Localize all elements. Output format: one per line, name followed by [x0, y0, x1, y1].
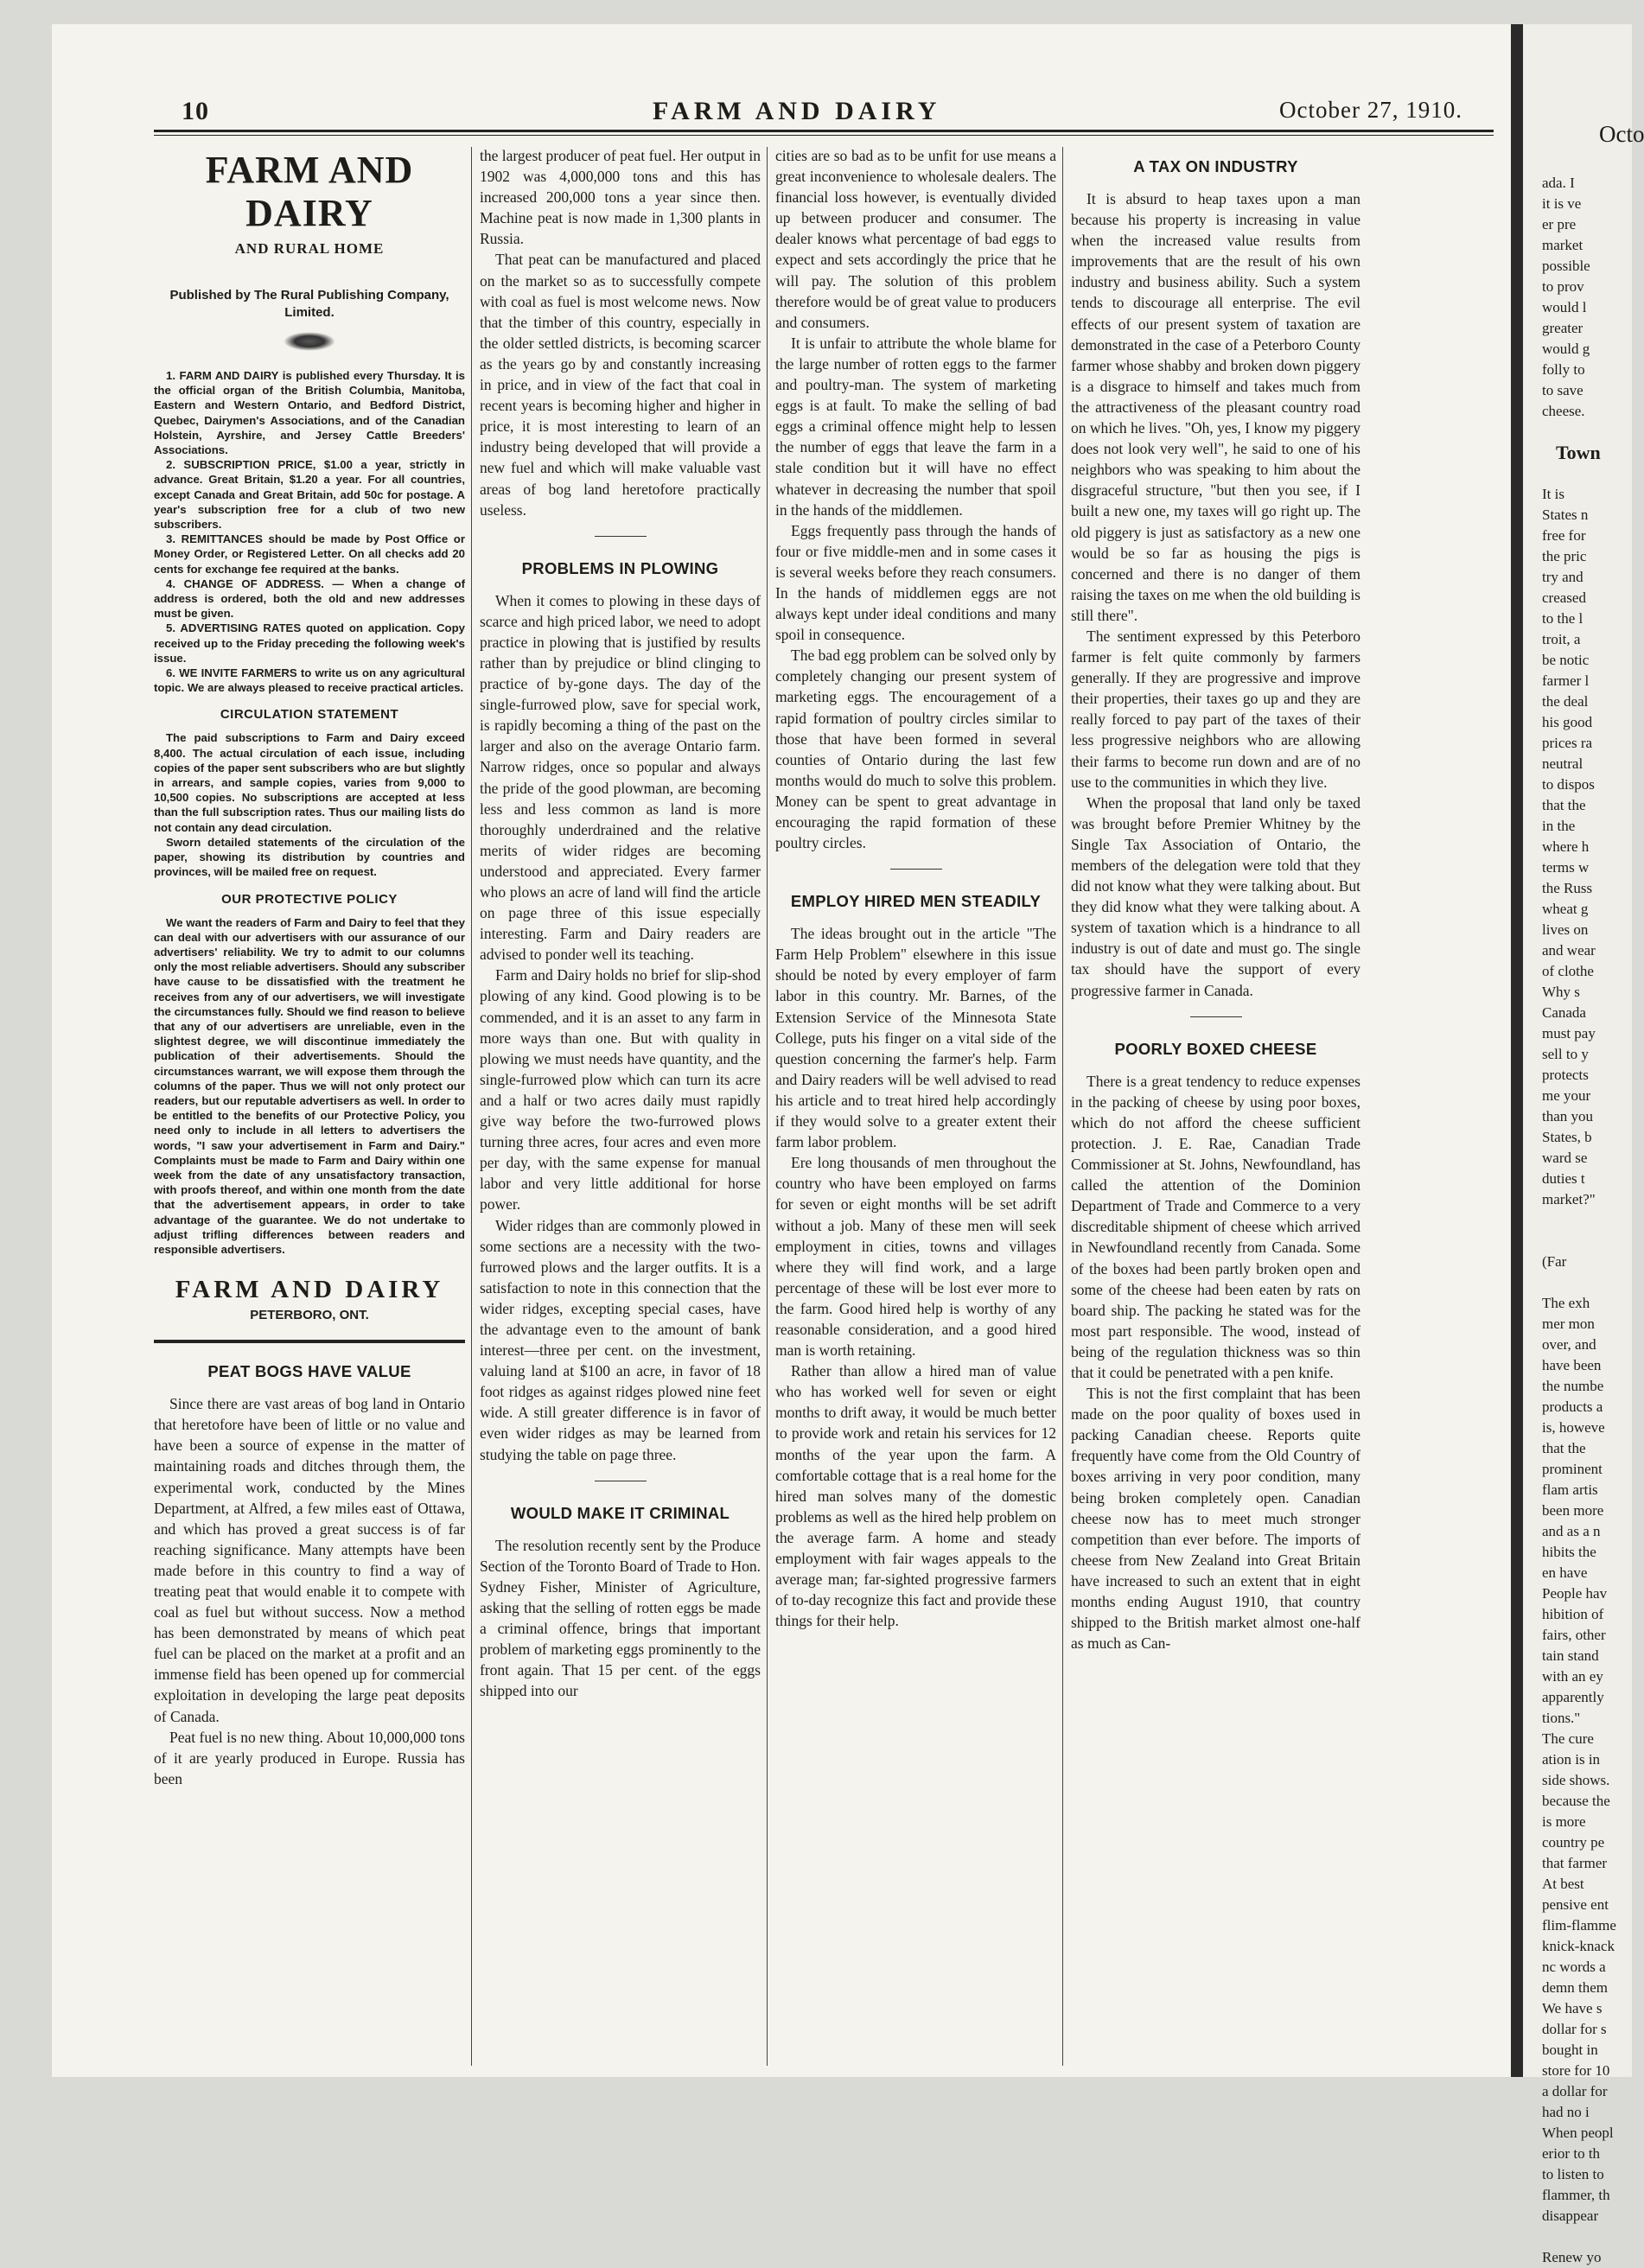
column-3 — [775, 145, 1056, 2073]
article-paragraph: This is not the first complaint that has been made on the poor quality of boxes used in packing Canadian cheese. Reports quite frequently have come from the Old Country of boxes arriving in very poor condition, many being broken completely open. Canadian cheese now has to meet much stronger competition than ever before. The imports of cheese from New Zealand into Great Britain have increased to such an extent that in eight months ending August 1910, that country shipped to the British market almost one-half as much as Can- — [1071, 1385, 1360, 1653]
next-page-line: erior to th — [1542, 2145, 1601, 2162]
next-page-line: bought in — [1542, 2042, 1598, 2058]
next-page-line: sell to y — [1542, 1046, 1589, 1062]
article-paragraph: The resolution recently sent by the Produce Section of the Toronto Board of Trade to Hon. Sydney Fisher, Minister of Agriculture, asking that the selling of rotten eggs be made a criminal offence, brings that important problem of marketing eggs prominently to the front again. That 15 per cent. of the eggs shipped into our — [480, 1536, 761, 1700]
next-page-line: fairs, other — [1542, 1627, 1606, 1643]
page-gutter — [1511, 24, 1523, 2077]
next-page-line: farmer l — [1542, 672, 1590, 689]
article-paragraph: Rather than allow a hired man of value who has worked well for seven or eight months to drift away, it would be much better to provide work and retain his services for 12 months of the year upon the farm. A comfortable cottage that is a real home for the hired man solves many of the domestic problems as well as the hired help problem on the average farm. A home and steady employment with fair wages appeals to the average man; far-sighted progressive farmers of to-day recognize this fact and provide these things for their help. — [775, 1362, 1056, 1630]
next-page-line: that the — [1542, 797, 1586, 813]
next-page-line: try and — [1542, 569, 1583, 585]
article-paragraph: That peat can be manufactured and placed on the market so as to successfully compete with coal as fuel is most welcome news. Now that the timber of this country, especially in the older settled districts, is becoming scarcer as the years go by and constantly increasing in price, and in view of the fact that coal in recent years is becoming higher and higher in price, it is most interesting to learn of an industry being developed that will provide a new fuel and which will make valuable vast areas of bog land heretofore practically useless. — [480, 251, 761, 519]
next-page-line: prominent — [1542, 1461, 1603, 1477]
next-page-line: his good — [1542, 714, 1593, 730]
article-paragraph: cities are so bad as to be unfit for use means a great inconvenience to wholesale dealers. The financial loss however, is eventually divided up between producer and consumer. The dealer knows what percentage of bad eggs to expect and sets accordingly the price that he will pay. The solution of this problem therefore would be of great value to producers and consumers. — [775, 147, 1056, 331]
next-page-line: market — [1542, 237, 1583, 253]
notice-item: 1. FARM AND DAIRY is published every Thursday. It is the official organ of the British Columbia, Manitoba, Eastern and Western Ontario, and Bedford District, Quebec, Dairymen's Associations, and of the Canadian Holstein, Ayrshire, and Jersey Cattle Breeders' Associations. — [154, 369, 465, 457]
next-page-line: neutral — [1542, 755, 1583, 772]
next-page-line: be notic — [1542, 652, 1590, 668]
next-page-line: is, howeve — [1542, 1419, 1605, 1436]
article-paragraph: It is unfair to attribute the whole blame for the large number of rotten eggs to the farmer and poultry-man. The system of marketing eggs is at fault. To make the selling of bad eggs a criminal offence might help to lessen the number of eggs that leave the farm in a stale condition but it will have no effect whatever in decreasing the number that spoil in the hands of the middlemen. — [775, 334, 1056, 519]
next-page-line: wheat g — [1542, 901, 1589, 917]
next-page-line: and as a n — [1542, 1523, 1601, 1539]
headline-tax: A TAX ON INDUSTRY — [1133, 157, 1298, 175]
next-page-line: that farmer — [1542, 1855, 1608, 1871]
next-page-line: pensive ent — [1542, 1896, 1609, 1913]
next-page-line: greater — [1542, 320, 1583, 336]
circulation-statement — [154, 730, 465, 879]
article-paragraph: Wider ridges than are commonly plowed in some sections are a necessity with the two-furrowed plows and the larger outfits. It is a satisfaction to note in this connection that the wider ridges, excepting special cases, have the advantage even to the amount of bank interest—three per cent. on the investment, valuing land at $100 an acre, in favor of 18 foot ridges as against ridges plowed nine feet wide. A still greater difference is in favor of even wider ridges as may be learned from studying the table on page three. — [480, 1216, 761, 1463]
next-page-line: is more — [1542, 1813, 1586, 1830]
column-1 — [154, 145, 465, 2073]
next-page-line: flim-flamme — [1542, 1917, 1616, 1934]
next-page-line — [1542, 422, 1616, 443]
next-page-line: and wear — [1542, 942, 1596, 959]
next-page-line: in the — [1542, 818, 1576, 834]
notice-item: 4. CHANGE OF ADDRESS. — When a change of address is ordered, both the old and new addresses must be given. — [154, 577, 465, 621]
circulation-heading: CIRCULATION STATEMENT — [220, 707, 399, 723]
next-page-line: free for — [1542, 527, 1586, 544]
article-separator — [595, 536, 647, 537]
next-page-line: The exh — [1542, 1295, 1590, 1311]
next-page-line: Why s — [1542, 984, 1580, 1000]
next-page-line: prices ra — [1542, 735, 1593, 751]
next-page-line: Renew yo — [1542, 2249, 1602, 2265]
next-page-line: where h — [1542, 838, 1590, 855]
next-page-line: mer mon — [1542, 1316, 1595, 1332]
next-page-line — [1542, 1231, 1616, 1252]
headline-peat: PEAT BOGS HAVE VALUE — [207, 1362, 411, 1381]
next-page-line: (Far — [1542, 1253, 1567, 1270]
next-page-line: At best — [1542, 1876, 1584, 1892]
headline-criminal: WOULD MAKE IT CRIMINAL — [510, 1503, 730, 1522]
next-page-line: dollar for s — [1542, 2021, 1607, 2037]
next-page-line: it is ve — [1542, 195, 1582, 212]
page-number: 10 — [182, 97, 209, 125]
next-page-line: creased — [1542, 589, 1586, 606]
next-page-line: because the — [1542, 1793, 1610, 1809]
next-page-line: terms w — [1542, 859, 1590, 876]
article-separator — [890, 869, 942, 870]
next-page-line: market?" — [1542, 1191, 1596, 1207]
notices — [154, 368, 465, 695]
next-page-line: ada. I — [1542, 175, 1575, 191]
article-paragraph: Farm and Dairy holds no brief for slip-shod plowing of any kind. Good plowing is to be commended, and it is an asset to any farm in more ways than one. But with quality in plowing we must needs have quantity, and the single-furrowed plow which can turn its acre and a half or two acres daily must rapidly give way before the two-furrowed plows turning three acres, four acres and even more per day, with the same expense for manual labor and very little additional for horse power. — [480, 966, 761, 1214]
article-paragraph: When it comes to plowing in these days of scarce and high priced labor, we need to adopt practice in plowing that is justified by results rather than by prejudice or blind clinging to practice of by-gone days. The day of the single-furrowed plow, save for special work, is rapidly becoming a thing of the past on the larger and also on the average Ontario farm. Narrow ridges, once so popular and always the pride of the good plowman, are becoming less and less common as land is more thoroughly underdrained and the relative merits of wider ridges are becoming understood and appreciated. Every farmer who plows an acre of land will find the article on page three of this issue especially interesting. Farm and Dairy readers are advised to ponder well its teaching. — [480, 591, 761, 964]
next-page-edge — [1523, 24, 1644, 2265]
article-paragraph: There is a great tendency to reduce expenses in the packing of cheese by using poor boxes, which do not afford the cheese sufficient protection. J. E. Rae, Canadian Trade Commissioner at St. Johns, Newfoundland, has called the attention of the Dominion Department of Trade and Commerce to a very discreditable shipment of cheese which arrived in Newfoundland recently from Canada. Some of the boxes had been partly broken open and some of the cheese had been eaten by rats on board ship. The packing he stated was for the most part responsible. The wood, instead of being of the regulation thickness was so thin that it could be penetrated with a pen knife. — [1071, 1072, 1360, 1381]
circulation-paragraph: The paid subscriptions to Farm and Dairy exceed 8,400. The actual circulation of each issue, including copies of the paper sent subscribers who are but slightly in arrears, and sample copies, varies from 9,000 to 10,500 copies. No subscriptions are accepted at less than the full subscription rates. Thus our mailing lists do not contain any dead circulation. — [154, 731, 465, 834]
next-page-line: side shows. — [1542, 1772, 1610, 1788]
policy-heading: OUR PROTECTIVE POLICY — [221, 891, 398, 907]
next-page-line: been more — [1542, 1502, 1604, 1519]
next-page-line: disappear — [1542, 2207, 1599, 2224]
next-page-line: protects — [1542, 1067, 1589, 1083]
next-page-line: would g — [1542, 341, 1590, 357]
notice-item: 6. WE INVITE FARMERS to write us on any agricultural topic. We are always pleased to receive practical articles. — [154, 666, 465, 695]
next-page-line: possible — [1542, 258, 1590, 274]
article-paragraph: Peat fuel is no new thing. About 10,000,000 tons of it are yearly produced in Europe. Russia has been — [154, 1728, 465, 1787]
next-page-line: People hav — [1542, 1585, 1608, 1602]
next-page-line: The cure — [1542, 1730, 1594, 1747]
column-divider — [767, 147, 768, 2066]
circulation-paragraph: Sworn detailed statements of the circulation of the paper, showing its distribution by countries and provinces, will be mailed free on request. — [154, 835, 465, 879]
article-paragraph: the largest producer of peat fuel. Her output in 1902 was 4,000,000 tons and this has increased 200,000 tons a year since then. Machine peat is now made in 1,300 plants in Russia. — [480, 147, 761, 248]
next-page-line: to dispos — [1542, 776, 1595, 793]
next-page-line: States, b — [1542, 1129, 1592, 1145]
next-page-line: the deal — [1542, 693, 1589, 710]
next-page-line: would l — [1542, 299, 1587, 315]
masthead-footer-place: PETERBORO, ONT. — [250, 1308, 369, 1323]
next-page-line: ward se — [1542, 1150, 1588, 1166]
next-page-line: of clothe — [1542, 963, 1594, 979]
article-separator — [1190, 1016, 1242, 1017]
headline-plowing: PROBLEMS IN PLOWING — [521, 558, 719, 577]
next-page-line: to prov — [1542, 278, 1584, 295]
article-paragraph: Since there are vast areas of bog land in Ontario that heretofore have been of little or no value and have been a source of expense in the matter of maintaining roads and ditches through them, the experimental work, conducted by the Mines Department, at Alfred, a few miles east of Ottawa, and which has proved a great success is of far reaching significance. Many attempts have been made before in this country to find a way of treating peat that would enable it to compete with coal as fuel but without success. Now a method has been demonstrated by means of which peat fuel can be placed on the market at a profit and an immense field has been opened up for commercial exploitation in developing the large peat deposits of Canada. — [154, 1395, 465, 1725]
notice-item: 5. ADVERTISING RATES quoted on application. Copy received up to the Friday preceding the following week's issue. — [154, 621, 465, 665]
column-divider — [471, 147, 472, 2066]
next-page-line: to the l — [1542, 610, 1583, 627]
next-page-line — [1542, 1210, 1616, 1231]
next-page-line: cheese. — [1542, 403, 1585, 419]
notice-item: 3. REMITTANCES should be made by Post Office or Money Order, or Registered Letter. On all checks add 20 cents for exchange fee required at the banks. — [154, 532, 465, 576]
next-page-line: It is — [1542, 486, 1564, 502]
ornament-icon — [284, 332, 335, 351]
issue-date: October 27, 1910. — [1279, 97, 1462, 123]
next-page-line: States n — [1542, 506, 1589, 523]
article-paragraph: It is absurd to heap taxes upon a man because his property is increasing in value when the increased value results from improvements that are the result of his own industry and business ability. Such a system tends to discourage all enterprise. The evil effects of our present system of taxation are demonstrated in the case of a Peterboro County farmer whose shabby and broken down piggery is a disgrace to himself and takes much from the attractiveness of the pleasant country road on which he lives. "Oh, yes, I know my piggery does not look very well", he said to one of his neighbors who was speaking to him about the disgraceful structure, "but then you see, if I built a new one, my taxes will go right up. The old piggery is just as satisfactory as a new one would be so far as housing the pigs is concerned and there is no danger of them raising the taxes on me when the old building is still there". — [1071, 190, 1360, 624]
article-paragraph: When the proposal that land only be taxed was brought before Premier Whitney by the Single Tax Association of Ontario, the members of the delegation were told that they did not know what they were talking about. But they did know what they were talking about. A system of taxation which is a hindrance to all industry is out of date and must go. The single tax should have the support of every progressive farmer in Canada. — [1071, 793, 1360, 999]
next-page-line: tions." — [1542, 1710, 1581, 1726]
next-page-line: en have — [1542, 1564, 1588, 1581]
header-rule — [154, 130, 1494, 136]
column-divider — [1062, 147, 1063, 2066]
next-page-line: must pay — [1542, 1025, 1596, 1042]
next-page-line: that the — [1542, 1440, 1586, 1456]
next-page-line: lives on — [1542, 921, 1589, 938]
article-paragraph: The sentiment expressed by this Peterboro farmer is felt quite commonly by farmers generally. If they are progressive and improve their properties, their taxes go up and they are really forced to pay part of the taxes of their less progressive neighbors who are allowing their farms to become run down and are of no use to the communities in which they live. — [1071, 627, 1360, 791]
next-page-line: duties t — [1542, 1170, 1585, 1187]
publisher-line: Published by The Rural Publishing Company, Limited. — [169, 288, 449, 320]
next-page-line: er pre — [1542, 216, 1577, 233]
next-page-line: to listen to — [1542, 2166, 1604, 2182]
next-page-line: over, and — [1542, 1336, 1596, 1353]
article-paragraph: Ere long thousands of men throughout the country who have been employed on farms for seven or eight months will be set adrift without a job. Many of these men will seek employment in cities, towns and villages where they will find work, and a large percentage of these will be lost ever more to the farm. Good hired help is worthy of any reasonable consideration, and a good hired man is worth retaining. — [775, 1154, 1056, 1360]
column-2 — [480, 145, 761, 2073]
next-page-header: Octo — [1599, 121, 1644, 147]
next-page-line: store for 10 — [1542, 2062, 1610, 2079]
next-page-line: hibits the — [1542, 1544, 1596, 1560]
next-page-line — [1542, 2227, 1616, 2247]
next-page-line: nc words a — [1542, 1959, 1606, 1975]
section-rule — [154, 1340, 465, 1343]
next-page-line — [1542, 463, 1616, 484]
article-paragraph: The ideas brought out in the article "The Farm Help Problem" elsewhere in this issue should be noted by every employer of farm labor in this country. Mr. Barnes, of the Extension Service of the Minnesota State College, puts his finger on a vital side of the question concerning the farmer's help. Farm and Dairy readers will be well advised to read his article and to treat hired help accordingly if they would solve to a greater extent their farm labor problem. — [775, 925, 1056, 1151]
next-page-line: country pe — [1542, 1834, 1605, 1851]
masthead-subtitle: AND RURAL HOME — [234, 240, 385, 257]
next-page-line: troit, a — [1542, 631, 1581, 647]
next-page-line: have been — [1542, 1357, 1602, 1373]
next-page-line: products a — [1542, 1398, 1603, 1415]
next-page-line: apparently — [1542, 1689, 1604, 1705]
next-page-line: We have s — [1542, 2000, 1603, 2016]
article-paragraph: Eggs frequently pass through the hands of four or five middle-men and in some cases it is several weeks before they reach consumers. In the hands of middlemen eggs are not always kept under ideal conditions and many spoil in consequence. — [775, 521, 1056, 644]
next-page-line: When peopl — [1542, 2125, 1614, 2141]
next-page-line: with an ey — [1542, 1668, 1603, 1685]
protective-policy — [154, 915, 465, 1258]
next-page-text — [1542, 173, 1616, 2268]
headline-hired-men: EMPLOY HIRED MEN STEADILY — [790, 892, 1042, 911]
next-page-line: a dollar for — [1542, 2083, 1608, 2099]
article-paragraph: The bad egg problem can be solved only by completely changing our present system of marketing eggs. The encouragement of a rapid formation of poultry circles similar to those that have been formed in several counties of Ontario during the last few months would do much to solve this problem. Money can be spent to great advantage in encouraging the rapid formation of these poultry circles. — [775, 647, 1056, 852]
paper-name: FARM AND DAIRY — [653, 97, 941, 125]
masthead-title: FARM AND DAIRY — [205, 149, 414, 234]
next-page-line: Town — [1556, 442, 1601, 463]
next-page-line: Canada — [1542, 1004, 1586, 1021]
next-page-line: had no i — [1542, 2104, 1590, 2120]
next-page-line: flammer, th — [1542, 2187, 1610, 2203]
next-page-line: the Russ — [1542, 880, 1593, 896]
column-4 — [1071, 145, 1360, 2073]
masthead-footer-title: FARM AND DAIRY — [175, 1276, 444, 1304]
next-page-line: me your — [1542, 1087, 1591, 1104]
next-page-line: tain stand — [1542, 1647, 1599, 1664]
notice-item: 2. SUBSCRIPTION PRICE, $1.00 a year, strictly in advance. Great Britain, $1.20 a year. For all countries, except Canada and Great Britain, add 50c for postage. A year's subscription free for a club of two new subscribers. — [154, 458, 465, 532]
next-page-line: ation is in — [1542, 1751, 1601, 1768]
next-page-line: than you — [1542, 1108, 1594, 1124]
headline-cheese: POORLY BOXED CHEESE — [1114, 1039, 1317, 1058]
next-page-line: the numbe — [1542, 1378, 1604, 1394]
next-page-line: to save — [1542, 382, 1583, 398]
next-page-line — [1542, 1272, 1616, 1293]
next-page-line: flam artis — [1542, 1481, 1598, 1498]
policy-paragraph: We want the readers of Farm and Dairy to feel that they can deal with our advertisers with our assurance of our advertisers' reliability. We try to admit to our columns only the most reliable advertisers. Should any subscriber have cause to be dissatisfied with the treatment he receives from any of our advertisers, we will investigate the circumstances fully. Should we find reason to believe that any of our advertisers are unreliable, even in the slightest degree, we will discontinue immediately the publication of their advertisements. Should the circumstances warrant, we will expose them through the columns of the paper. Thus we will not only protect our readers, but our reputable advertisers as well. In order to be entitled to the benefits of our Protective Policy, you need only to include in all letters to advertisers the words, "I saw your advertisement in Farm and Dairy." Complaints must be made to Farm and Dairy within one week from the date of any unsatisfactory transaction, with proofs thereof, and within one month from the date that the advertisement appears, in order to take advantage of the guarantee. We do not undertake to adjust trifling differences between readers and responsible advertisers. — [154, 915, 465, 1256]
next-page-line: hibition of — [1542, 1606, 1604, 1622]
next-page-line: demn them — [1542, 1979, 1609, 1996]
next-page-line: the pric — [1542, 548, 1587, 564]
next-page-line: knick-knack — [1542, 1938, 1615, 1954]
next-page-line: folly to — [1542, 361, 1585, 378]
